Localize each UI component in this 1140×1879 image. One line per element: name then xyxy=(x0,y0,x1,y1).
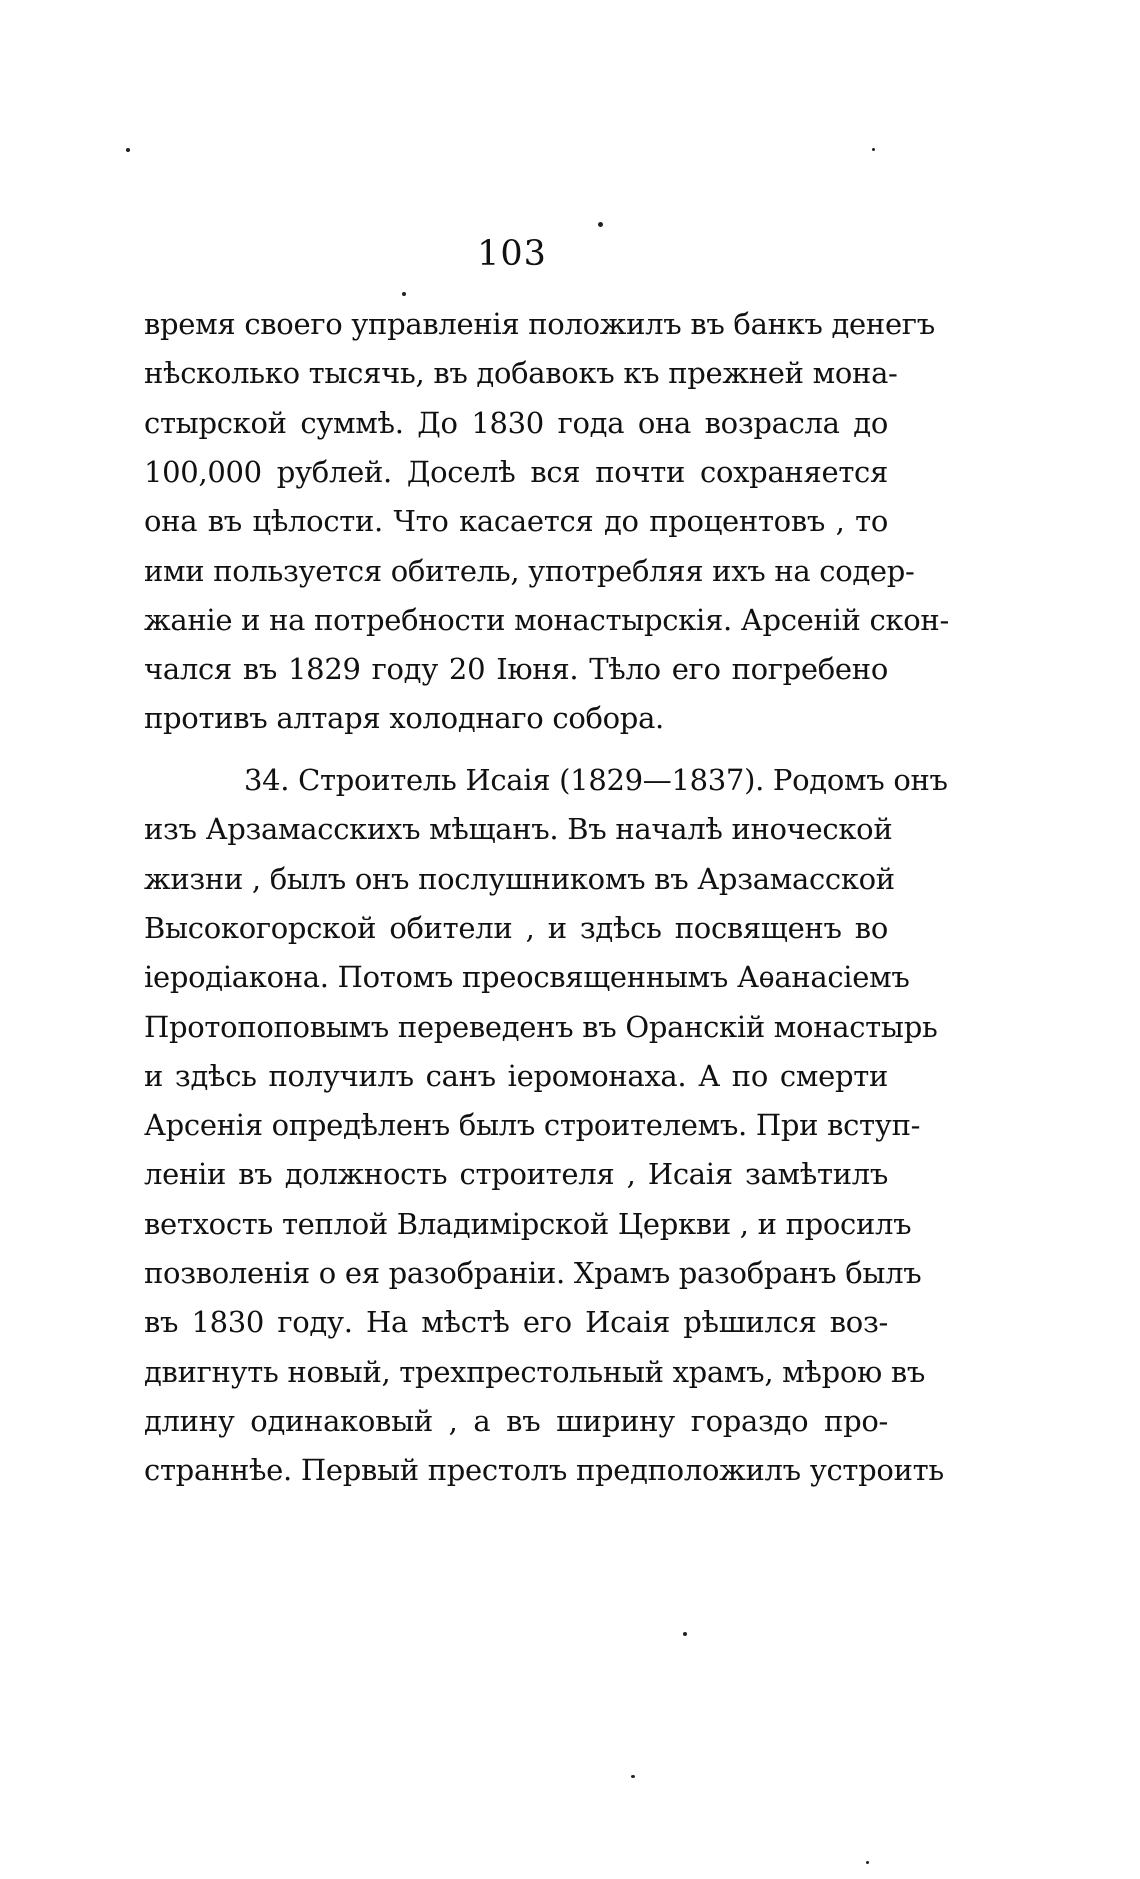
text-line: ветхость теплой Владимірской Церкви , и просилъ xyxy=(144,1206,912,1241)
scan-speck xyxy=(683,1632,687,1636)
paragraph-start-line: 34. Строитель Исаія (1829—1837). Родомъ онъ xyxy=(244,763,948,797)
text-line: Арсенія опредѣленъ былъ строителемъ. При вступ- xyxy=(144,1108,921,1143)
scan-speck xyxy=(631,1775,635,1778)
text-line: жизни , былъ онъ послушникомъ въ Арзамасской xyxy=(144,861,895,896)
text-line: леніи въ должность строителя , Исаія замѣтилъ xyxy=(144,1157,888,1192)
text-line: позволенія о ея разобраніи. Храмъ разобранъ былъ xyxy=(144,1256,922,1290)
text-line: Высокогорской обители , и здѣсь посвященъ во xyxy=(144,910,888,945)
text-line: 100,000 рублей. Доселѣ вся почти сохраняется xyxy=(144,454,888,489)
text-line: іеродіакона. Потомъ преосвященнымъ Аѳанасіемъ xyxy=(144,960,910,995)
text-line: она въ цѣлости. Что касается до процентовъ , то xyxy=(144,504,888,539)
text-line: длину одинаковый , а въ ширину гораздо про- xyxy=(144,1403,888,1438)
scan-speck xyxy=(866,1861,869,1864)
text-line: жаніе и на потребности монастырскія. Арсеній скон- xyxy=(144,602,949,637)
text-line: страннѣе. Первый престолъ предположилъ устроить xyxy=(144,1453,944,1488)
text-line: нѣсколько тысячь, въ добавокъ къ прежней мона- xyxy=(144,356,898,391)
text-line: Протопоповымъ переведенъ въ Оранскій монастырь xyxy=(144,1009,938,1044)
scan-speck xyxy=(402,292,406,296)
text-line: двигнуть новый, трехпрестольный храмъ, мѣрою въ xyxy=(144,1354,926,1389)
scan-speck xyxy=(872,148,875,151)
paragraph-end-line: противъ алтаря холоднаго собора. xyxy=(144,701,664,736)
text-line: въ 1830 году. На мѣстѣ его Исаія рѣшился воз- xyxy=(144,1305,888,1340)
text-line: и здѣсь получилъ санъ іеромонаха. А по смерти xyxy=(144,1058,888,1093)
text-line: изъ Арзамасскихъ мѣщанъ. Въ началѣ иноческой xyxy=(144,812,893,847)
scan-speck xyxy=(126,148,130,152)
text-line: время своего управленія положилъ въ банкъ денегъ xyxy=(144,307,935,341)
text-line: ими пользуется обитель, употребляя ихъ на содер- xyxy=(144,553,915,588)
page-number: 103 xyxy=(477,234,547,274)
text-line: стырской суммѣ. До 1830 года она возрасла до xyxy=(144,405,888,440)
scan-speck xyxy=(598,222,603,227)
text-line: чался въ 1829 году 20 Іюня. Тѣло его погребено xyxy=(144,652,888,687)
